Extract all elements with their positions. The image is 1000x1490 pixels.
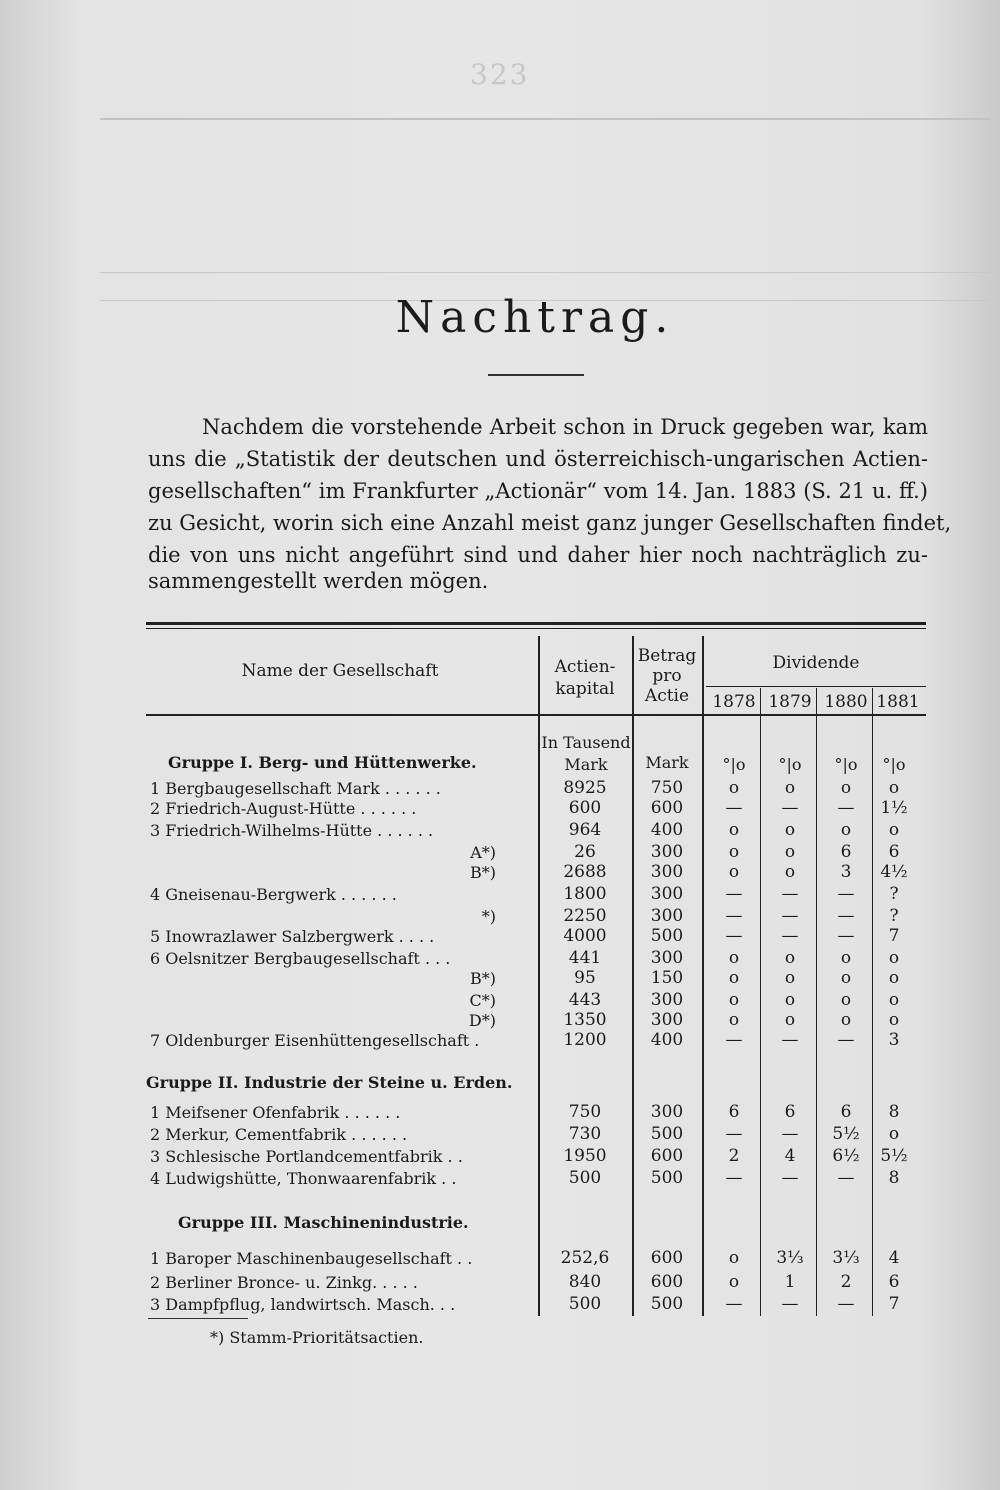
dividend-cell: — (725, 906, 743, 926)
unit-percent: °|o (834, 755, 858, 774)
amount-cell: 150 (650, 968, 684, 988)
dividend-cell: ? (889, 906, 899, 926)
capital-cell: 730 (568, 1124, 602, 1144)
paragraph-line: uns die „Statistik der deutschen und österreichisch-ungarischen Actien- (148, 447, 928, 471)
dividend-cell: — (725, 1124, 743, 1144)
dividend-cell: o (840, 820, 852, 840)
amount-cell: 500 (650, 1168, 684, 1188)
amount-cell: 750 (650, 778, 684, 798)
amount-cell: 300 (650, 1010, 684, 1030)
dividend-cell: 3⅓ (832, 1248, 860, 1268)
bleedthrough-rule (100, 272, 990, 273)
unit-capital: In Tausend Mark (541, 733, 631, 774)
amount-cell: 500 (650, 1294, 684, 1314)
capital-cell: 2250 (563, 906, 607, 926)
footnote: *) Stamm-Prioritätsactien. (210, 1328, 424, 1347)
unit-percent: °|o (778, 755, 802, 774)
unit-percent: °|o (882, 755, 906, 774)
table-row (0, 1030, 1000, 1051)
dividend-cell: — (725, 1294, 743, 1314)
dividend-cell: 6 (784, 1102, 796, 1122)
table-row (0, 1146, 1000, 1167)
dividend-cell: — (837, 1294, 855, 1314)
dividend-cell: o (728, 778, 740, 798)
dividend-cell: — (837, 1030, 855, 1050)
amount-cell: 600 (650, 1146, 684, 1166)
company-name: 2 Friedrich-August-Hütte . . . . . . (150, 799, 417, 818)
dividend-cell: 3 (888, 1030, 900, 1050)
amount-cell: 300 (650, 990, 684, 1010)
dividend-cell: — (781, 1168, 799, 1188)
dividend-cell: 1 (784, 1272, 796, 1292)
dividend-cell: o (888, 968, 900, 988)
dividend-cell: — (781, 1030, 799, 1050)
capital-cell: 500 (568, 1168, 602, 1188)
group-heading-row (0, 752, 1000, 773)
dividend-cell: o (784, 948, 796, 968)
dividend-cell: o (888, 778, 900, 798)
dividend-cell: o (784, 968, 796, 988)
dividend-cell: 3⅓ (776, 1248, 804, 1268)
dividend-cell: o (728, 968, 740, 988)
header-year: 1880 (824, 692, 868, 712)
dividend-cell: 4 (888, 1248, 900, 1268)
capital-cell: 4000 (563, 926, 607, 946)
paragraph-line: Nachdem die vorstehende Arbeit schon in Druck gegeben war, kam (202, 415, 928, 439)
dividend-cell: 8 (888, 1102, 900, 1122)
dividend-cell: o (888, 990, 900, 1010)
dividend-cell: 6 (840, 1102, 852, 1122)
dividend-cell: — (725, 884, 743, 904)
dividend-cell: o (784, 990, 796, 1010)
dividend-cell: o (728, 1010, 740, 1030)
dividend-cell: — (725, 798, 743, 818)
company-name: 4 Ludwigshütte, Thonwaarenfabrik . . (150, 1169, 457, 1188)
dividend-cell: o (840, 1010, 852, 1030)
dividend-cell: o (784, 842, 796, 862)
dividend-cell: 7 (888, 926, 900, 946)
header-capital: Actien- kapital (554, 657, 616, 699)
table-row (0, 1102, 1000, 1123)
dividend-cell: 5½ (880, 1146, 908, 1166)
table-row (0, 906, 1000, 927)
dividend-cell: 8 (888, 1168, 900, 1188)
dividend-cell: — (837, 884, 855, 904)
company-name: 1 Bergbaugesellschaft Mark . . . . . . (150, 779, 441, 798)
unit-amount: Mark (645, 753, 689, 772)
company-name: *) (481, 907, 496, 926)
group-heading-row (0, 1072, 1000, 1093)
amount-cell: 300 (650, 948, 684, 968)
dividend-cell: o (728, 990, 740, 1010)
dividend-cell: — (781, 906, 799, 926)
amount-cell: 300 (650, 842, 684, 862)
dividend-cell: — (781, 884, 799, 904)
dividend-cell: o (888, 1010, 900, 1030)
company-name: A*) (470, 843, 496, 862)
dividend-cell: o (888, 948, 900, 968)
dividend-cell: o (840, 778, 852, 798)
dividend-cell: — (837, 798, 855, 818)
header-amount: Betrag pro Actie (637, 646, 697, 706)
table-row (0, 778, 1000, 799)
dividend-cell: o (784, 862, 796, 882)
table-row (0, 1124, 1000, 1145)
table-top-rule (146, 622, 926, 625)
amount-cell: 400 (650, 1030, 684, 1050)
amount-cell: 300 (650, 1102, 684, 1122)
table-row (0, 820, 1000, 841)
company-name: 6 Oelsnitzer Bergbaugesellschaft . . . (150, 949, 451, 968)
dividend-cell: — (781, 1124, 799, 1144)
dividend-cell: o (840, 968, 852, 988)
page-number-bleedthrough: 323 (470, 58, 530, 91)
dividend-cell: o (728, 820, 740, 840)
amount-cell: 500 (650, 926, 684, 946)
dividend-cell: 2 (728, 1146, 740, 1166)
capital-cell: 1800 (563, 884, 607, 904)
dividend-cell: 4½ (880, 862, 908, 882)
company-name: 3 Dampfpflug, landwirtsch. Masch. . . (150, 1295, 456, 1314)
dividend-cell: 1½ (880, 798, 908, 818)
capital-cell: 441 (568, 948, 602, 968)
amount-cell: 600 (650, 1272, 684, 1292)
dividend-cell: — (781, 798, 799, 818)
company-name: 7 Oldenburger Eisenhüttengesellschaft . (150, 1031, 480, 1050)
dividend-cell: 3 (840, 862, 852, 882)
dividend-cell: 7 (888, 1294, 900, 1314)
dividend-cell: — (781, 926, 799, 946)
dividend-cell: — (837, 1168, 855, 1188)
table-row (0, 1168, 1000, 1189)
dividend-cell: o (784, 778, 796, 798)
bleedthrough-rule (100, 118, 990, 120)
capital-cell: 1350 (563, 1010, 607, 1030)
dividend-cell: o (888, 1124, 900, 1144)
dividend-cell: — (725, 926, 743, 946)
capital-cell: 252,6 (560, 1248, 610, 1268)
group-name: Gruppe II. Industrie der Steine u. Erden. (146, 1073, 513, 1092)
table-header-rule (146, 714, 926, 716)
dividend-cell: 5½ (832, 1124, 860, 1144)
table-top-rule-thin (146, 628, 926, 629)
dividend-cell: 6 (840, 842, 852, 862)
dividend-subheader-rule (706, 686, 926, 687)
company-name: 3 Friedrich-Wilhelms-Hütte . . . . . . (150, 821, 434, 840)
capital-cell: 26 (574, 842, 596, 862)
amount-cell: 400 (650, 820, 684, 840)
company-name: B*) (470, 863, 496, 882)
dividend-cell: o (888, 820, 900, 840)
header-year: 1881 (876, 692, 920, 712)
dividend-cell: — (781, 1294, 799, 1314)
company-name: 2 Merkur, Cementfabrik . . . . . . (150, 1125, 408, 1144)
capital-cell: 1200 (563, 1030, 607, 1050)
title-rule (488, 374, 584, 376)
company-name: D*) (468, 1011, 496, 1030)
amount-cell: 500 (650, 1124, 684, 1144)
paragraph-line: zu Gesicht, worin sich eine Anzahl meist ganz junger Gesellschaften findet, (148, 511, 952, 535)
dividend-cell: — (837, 926, 855, 946)
dividend-cell: — (725, 1168, 743, 1188)
amount-cell: 600 (650, 1248, 684, 1268)
table-row (0, 968, 1000, 989)
dividend-cell: 4 (784, 1146, 796, 1166)
dividend-cell: 6½ (832, 1146, 860, 1166)
paragraph-line: die von uns nicht angeführt sind und daher hier noch nachträglich zu- (148, 543, 928, 567)
table-row (0, 1294, 1000, 1315)
dividend-cell: 6 (888, 1272, 900, 1292)
page-title: Nachtrag. (395, 292, 675, 343)
amount-cell: 300 (650, 906, 684, 926)
header-year: 1879 (768, 692, 812, 712)
capital-cell: 750 (568, 1102, 602, 1122)
company-name: 2 Berliner Bronce- u. Zinkg. . . . . (150, 1273, 418, 1292)
table-row (0, 926, 1000, 947)
paragraph-line: sammengestellt werden mögen. (148, 569, 489, 593)
company-name: 1 Baroper Maschinenbaugesellschaft . . (150, 1249, 473, 1268)
dividend-cell: o (728, 862, 740, 882)
table-row (0, 1010, 1000, 1031)
table-row (0, 884, 1000, 905)
capital-cell: 840 (568, 1272, 602, 1292)
dividend-cell: o (840, 990, 852, 1010)
amount-cell: 600 (650, 798, 684, 818)
capital-cell: 8925 (563, 778, 607, 798)
company-name: 1 Meifsener Ofenfabrik . . . . . . (150, 1103, 401, 1122)
dividend-cell: — (837, 906, 855, 926)
dividend-cell: o (728, 1272, 740, 1292)
dividend-cell: — (725, 1030, 743, 1050)
dividend-cell: o (840, 948, 852, 968)
dividend-cell: o (728, 1248, 740, 1268)
header-year: 1878 (712, 692, 756, 712)
group-heading-row (0, 1212, 1000, 1233)
capital-cell: 95 (574, 968, 596, 988)
company-name: C*) (469, 991, 496, 1010)
table-row (0, 1248, 1000, 1269)
footnote-rule (148, 1318, 248, 1319)
company-name: 5 Inowrazlawer Salzbergwerk . . . . (150, 927, 435, 946)
dividend-cell: 2 (840, 1272, 852, 1292)
capital-cell: 2688 (563, 862, 607, 882)
dividend-cell: 6 (888, 842, 900, 862)
table-row (0, 948, 1000, 969)
group-name: Gruppe I. Berg- und Hüttenwerke. (168, 753, 477, 772)
table-row (0, 1272, 1000, 1293)
unit-percent: °|o (722, 755, 746, 774)
capital-cell: 600 (568, 798, 602, 818)
header-dividend: Dividende (772, 653, 860, 673)
table-row (0, 798, 1000, 819)
table-row (0, 862, 1000, 883)
amount-cell: 300 (650, 884, 684, 904)
dividend-cell: 6 (728, 1102, 740, 1122)
group-name: Gruppe III. Maschinenindustrie. (178, 1213, 469, 1232)
table-row (0, 842, 1000, 863)
amount-cell: 300 (650, 862, 684, 882)
capital-cell: 964 (568, 820, 602, 840)
capital-cell: 500 (568, 1294, 602, 1314)
dividend-cell: o (784, 1010, 796, 1030)
dividend-cell: o (728, 842, 740, 862)
dividend-cell: o (784, 820, 796, 840)
company-name: B*) (470, 969, 496, 988)
dividend-cell: o (728, 948, 740, 968)
capital-cell: 1950 (563, 1146, 607, 1166)
table-row (0, 990, 1000, 1011)
header-name: Name der Gesellschaft (241, 661, 439, 681)
paragraph-line: gesellschaften“ im Frankfurter „Actionär“ vom 14. Jan. 1883 (S. 21 u. ff.) (148, 479, 928, 503)
capital-cell: 443 (568, 990, 602, 1010)
company-name: 4 Gneisenau-Bergwerk . . . . . . (150, 885, 397, 904)
company-name: 3 Schlesische Portlandcementfabrik . . (150, 1147, 463, 1166)
dividend-cell: ? (889, 884, 899, 904)
